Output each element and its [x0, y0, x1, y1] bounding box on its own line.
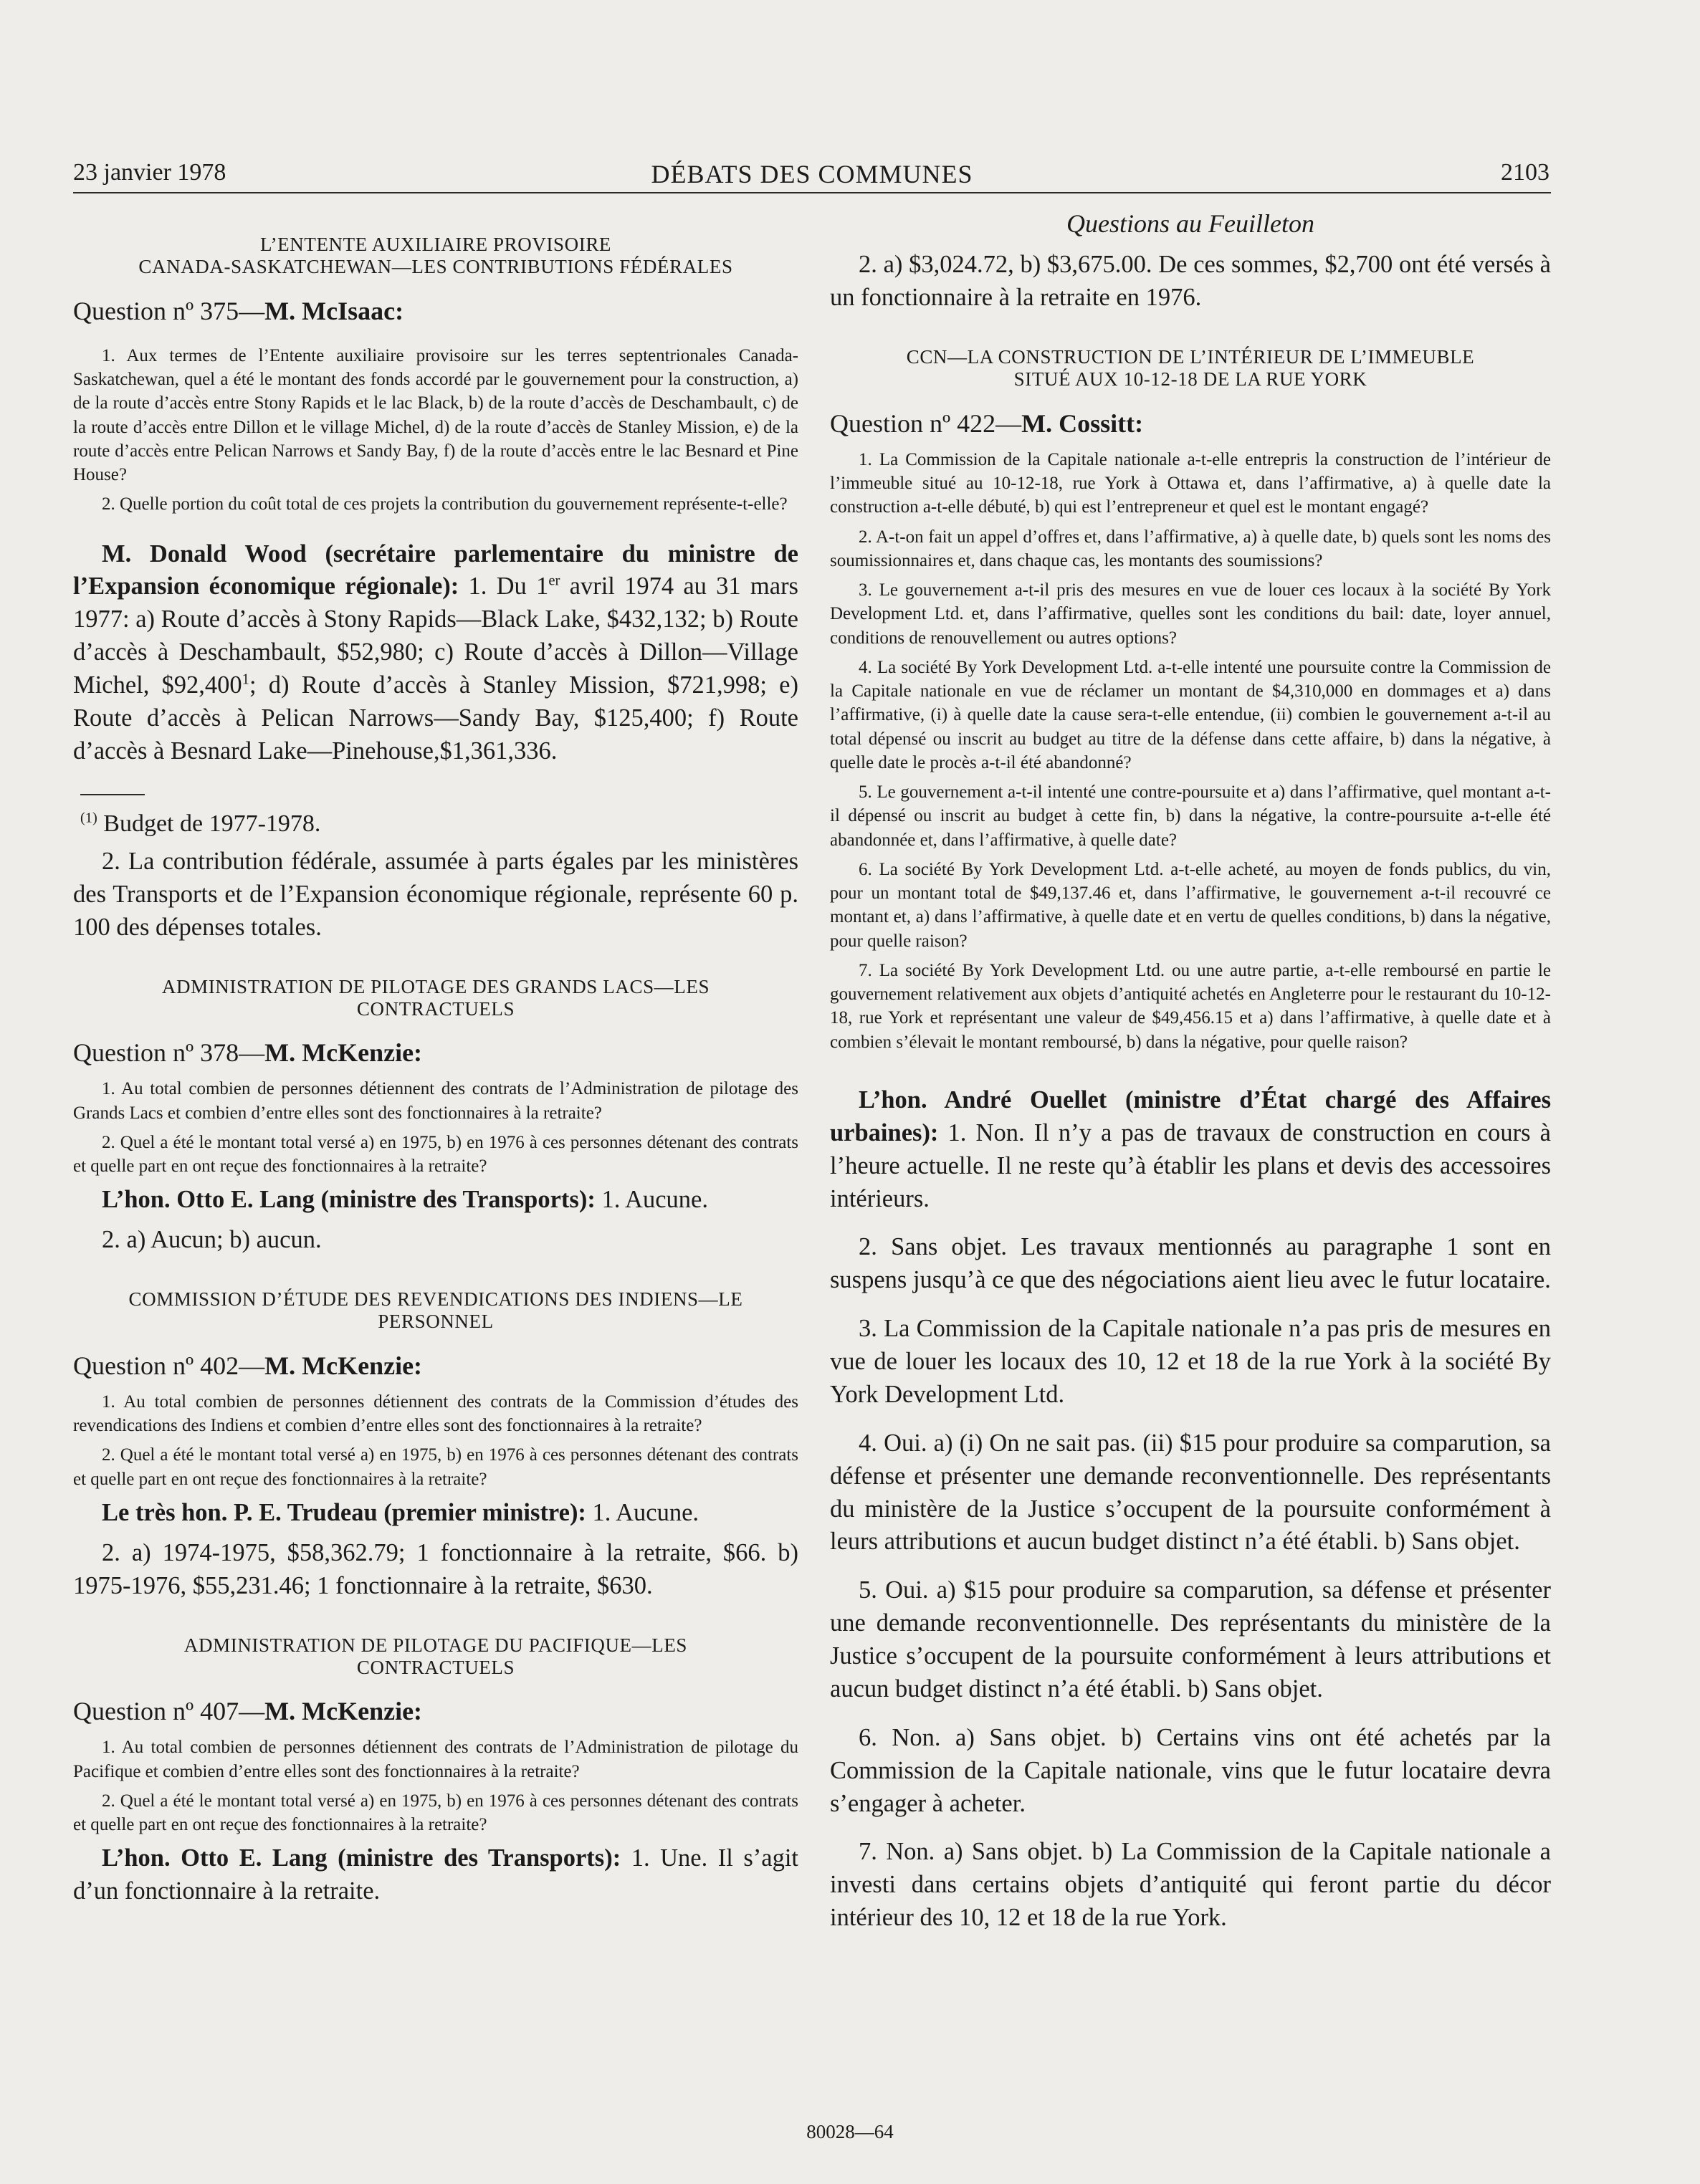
answer-speaker: L’hon. Otto E. Lang (ministre des Transports): [102, 1186, 596, 1214]
question-member: M. McKenzie: [264, 1038, 423, 1068]
answer-speaker: L’hon. André Ouellet (ministre d’État chargé des Affaires urbaines): [830, 1086, 1551, 1146]
answer-speaker: L’hon. Otto E. Lang (ministre des Transports): [102, 1844, 621, 1872]
header-title: DÉBATS DES COMMUNES [651, 160, 973, 188]
answer-text: 1. Du 1 [459, 573, 549, 600]
heading-line: COMMISSION D’ÉTUDE DES REVENDICATIONS DES INDIENS—LE [128, 1288, 743, 1311]
answer-speaker: M. Donald Wood (secrétaire parlementaire du ministre de l’Expansion économique régionale): [73, 540, 798, 600]
answer-422-part-4: 4. Oui. a) (i) On ne sait pas. (ii) $15 pour produire sa comparution, sa défense et présenter une demande reconventionnelle. Des représentants du ministère de la Justice s’occupent de la poursuite conformément à leurs attributions et aucun budget distinct n’a été établi. b) Sans objet. [830, 1429, 1551, 1556]
answer-378-part-2: 2. a) Aucun; b) aucun. [102, 1226, 322, 1254]
answer-speaker: Le très hon. P. E. Trudeau (premier ministre): [102, 1498, 586, 1526]
question-422-part-1: 1. La Commission de la Capitale nationale a-t-elle entrepris la construction de l’intérieur de l’immeuble situé au 10-12-18, rue York à Ottawa et, dans l’affirmative, a) à quelle date la construction a-t-elle débuté, b) qui est l’entrepreneur et quel est le montant engagé? [830, 449, 1551, 517]
question-422-title [830, 408, 1551, 439]
question-407-title [73, 1696, 798, 1727]
section-heading-375 [73, 234, 798, 279]
section-heading-402 [73, 1288, 798, 1333]
footnote [80, 808, 798, 840]
question-422-part-4: 4. La société By York Development Ltd. a-t-elle intenté une poursuite contre la Commission de la Capitale nationale en vue de réclamer un montant de $4,310,000 en dommages et a) dans l’affirmative, (i) à quelle date la cause sera-t-elle entendue, (ii) combien le gouvernement a-t-il au total dépensé ou inscrit au budget au titre de la défense dans cette affaire, b) dans la négative, à quelle date le procès a-t-il été abandonné? [830, 657, 1551, 772]
question-402-title [73, 1351, 798, 1381]
answer-402-part-2: 2. a) 1974-1975, $58,362.79; 1 fonctionnaire à la retraite, $66. b) 1975-1976, $55,231.46; 1 fonctionnaire à la retraite, $630. [73, 1538, 798, 1599]
answer-375-part-2: 2. La contribution fédérale, assumée à parts égales par les ministères des Transports et de l’Expansion économique régionale, représente 60 p. 100 des dépenses totales. [73, 847, 798, 941]
answer-422 [830, 1084, 1551, 1216]
page-header [73, 156, 1551, 193]
running-subhead: Questions au Feuilleton [1066, 209, 1314, 238]
answer-text: 1. Une. Il s’agit d’un fonctionnaire à la retraite. [73, 1844, 798, 1905]
question-number: Question nº 407— [73, 1697, 265, 1726]
question-402-part-2: 2. Quel a été le montant total versé a) en 1975, b) en 1976 à ces personnes détenant des contrats et quelle part en ont reçue des fonctionnaires à la retraite? [73, 1445, 798, 1489]
answer-text: ; d) Route d’accès à Stanley Mission, $721,998; e) Route d’accès à Pelican Narrows—Sandy Bay, $125,400; f) Route d’accès à Besnard Lake—Pinehouse,$1,361,336. [73, 671, 798, 765]
question-375-part-1: 1. Aux termes de l’Entente auxiliaire provisoire sur les terres septentrionales Canada-Saskatchewan, quel a été le montant des fonds accordé par le gouvernement pour la construction, a) de la route d’accès entre Stony Rapids et le lac Black, b) de la route d’accès de Deschambault, c) de la route d’accès entre Dillon et le village Michel, d) de la route d’accès de Stanley Mission, e) de la route d’accès entre Pelican Narrows et Sandy Bay, f) de la route d’accès entre le lac Besnard et Pine House? [73, 345, 798, 485]
section-heading-378 [73, 976, 798, 1021]
question-375-title [73, 296, 798, 327]
question-378-title [73, 1038, 798, 1068]
question-number: Question nº 378— [73, 1038, 265, 1068]
answer-text: 1. Aucune. [595, 1186, 708, 1214]
header-page-number: 2103 [1501, 159, 1549, 186]
question-member: M. McKenzie: [264, 1697, 423, 1726]
answer-422-part-7: 7. Non. a) Sans objet. b) La Commission de la Capitale nationale a investi dans certains objets d’antiquité qui feront partie du décor intérieur des 10, 12 et 18 de la rue York. [830, 1838, 1551, 1932]
answer-text: 1. Non. Il n’y a pas de travaux de construction en cours à l’heure actuelle. Il ne reste qu’à établir les plans et devis des accessoires intérieurs. [830, 1119, 1551, 1212]
heading-line: L’ENTENTE AUXILIAIRE PROVISOIRE [259, 234, 612, 255]
ordinal-superscript: er [548, 573, 560, 589]
question-407-part-1: 1. Au total combien de personnes détiennent des contrats de l’Administration de pilotage du Pacifique et combien d’entre elles sont des fonctionnaires à la retraite? [73, 1738, 798, 1781]
answer-378 [73, 1184, 798, 1217]
question-378-part-2: 2. Quel a été le montant total versé a) en 1975, b) en 1976 à ces personnes détenant des contrats et quelle part en ont reçue des fonctionnaires à la retraite? [73, 1132, 798, 1177]
left-column [73, 209, 798, 1915]
carried-answer: 2. a) $3,024.72, b) $3,675.00. De ces sommes, $2,700 ont été versés à un fonctionnaire à la retraite en 1976. [830, 251, 1551, 312]
heading-line: CONTRACTUELS [356, 1656, 515, 1678]
answer-375 [73, 538, 798, 768]
heading-line: CONTRACTUELS [356, 997, 515, 1020]
footnote-text: Budget de 1977-1978. [97, 810, 321, 837]
answer-422-part-3: 3. La Commission de la Capitale nationale n’a pas pris de mesures en vue de louer les locaux des 10, 12 et 18 de la rue York à la société By York Development Ltd. [830, 1315, 1551, 1408]
footnote-rule [80, 794, 145, 795]
question-407-part-2: 2. Quel a été le montant total versé a) en 1975, b) en 1976 à ces personnes détenant des contrats et quelle part en ont reçue des fonctionnaires à la retraite? [73, 1791, 798, 1835]
question-member: M. Cossitt: [1021, 408, 1144, 438]
question-member: M. McIsaac: [264, 296, 404, 325]
section-heading-407 [73, 1634, 798, 1680]
answer-text: 1. Aucune. [586, 1498, 699, 1526]
heading-line: CCN—LA CONSTRUCTION DE L’INTÉRIEUR DE L’IMMEUBLE [906, 346, 1475, 368]
question-422-part-3: 3. Le gouvernement a-t-il pris des mesures en vue de louer ces locaux à la société By York Development Ltd. et, dans l’affirmative, quelles sont les conditions du bail: date, loyer annuel, conditions de renouvellement ou autres options? [830, 580, 1551, 648]
answer-422-part-2: 2. Sans objet. Les travaux mentionnés au paragraphe 1 sont en suspens jusqu’à ce que des négociations aient lieu avec le futur locataire. [830, 1233, 1551, 1294]
right-column [830, 209, 1551, 1942]
question-number: Question nº 402— [73, 1351, 265, 1380]
heading-line: SITUÉ AUX 10-12-18 DE LA RUE YORK [1013, 368, 1367, 391]
question-375-part-2: 2. Quelle portion du coût total de ces projets la contribution du gouvernement représente-t-elle? [102, 494, 788, 514]
question-number: Question nº 422— [830, 408, 1022, 438]
question-422-part-2: 2. A-t-on fait un appel d’offres et, dans l’affirmative, a) à quelle date, b) quels sont les noms des soumissionnaires et, dans chaque cas, les montants des soumissions? [830, 527, 1551, 570]
answer-422-part-5: 5. Oui. a) $15 pour produire sa comparution, sa défense et présenter une demande reconventionnelle. Des représentants du ministère de la Justice s’occupent de la poursuite conformément à leurs attributions et aucun budget distinct n’a été établi. b) Sans objet. [830, 1576, 1551, 1702]
question-422-part-6: 6. La société By York Development Ltd. a-t-elle acheté, au moyen de fonds publics, du vin, pour un montant total de $49,137.46 et, dans l’affirmative, le gouvernement a-t-il recouvré ce montant et, a) dans l’affirmative, à quelle date et en vertu de quelles conditions, b) dans la négative, pour quelle raison? [830, 859, 1551, 951]
question-422-part-5: 5. Le gouvernement a-t-il intenté une contre-poursuite et a) dans l’affirmative, quel montant a-t-il dépensé ou inscrit au budget à cette fin, b) dans la négative, la contre-poursuite a-t-elle été abandonnée et, dans l’affirmative, à quelle date? [830, 782, 1551, 850]
question-member: M. McKenzie: [264, 1351, 423, 1380]
section-heading-422 [830, 346, 1551, 391]
question-378-part-1: 1. Au total combien de personnes détiennent des contrats de l’Administration de pilotage des Grands Lacs et combien d’entre elles sont des fonctionnaires à la retraite? [73, 1079, 798, 1123]
footnote-mark: (1) [80, 810, 97, 826]
heading-line: ADMINISTRATION DE PILOTAGE DU PACIFIQUE—LES [183, 1634, 688, 1656]
answer-402 [73, 1497, 798, 1530]
footnote-ref: 1 [242, 671, 249, 688]
question-422-part-7: 7. La société By York Development Ltd. ou une autre partie, a-t-elle remboursé en partie le gouvernement relativement aux objets d’antiquité achetés en Angleterre pour le restaurant du 10-12-18, rue York et représentant une valeur de $49,456.15 et a) dans l’affirmative, à quelle date et à combien s’élevait le montant remboursé, b) dans la négative, pour quelle raison? [830, 960, 1551, 1052]
header-date: 23 janvier 1978 [73, 159, 226, 186]
heading-line: ADMINISTRATION DE PILOTAGE DES GRANDS LACS—LES [161, 975, 710, 997]
page-footer-code: 80028—64 [806, 2121, 894, 2142]
answer-text: avril 1974 au 31 mars 1977: a) Route d’accès à Stony Rapids—Black Lake, $432,132; b) Route d’accès à Deschambault, $52,980; c) Route d’accès à Dillon—Village Michel, $92,400 [73, 573, 798, 699]
heading-line: CANADA-SASKATCHEWAN—LES CONTRIBUTIONS FÉDÉRALES [138, 256, 733, 278]
answer-422-part-6: 6. Non. a) Sans objet. b) Certains vins ont été achetés par la Commission de la Capitale nationale, vins que le futur locataire devra s’engager à acheter. [830, 1723, 1551, 1817]
question-402-part-1: 1. Au total combien de personnes détiennent des contrats de la Commission d’études des revendications des Indiens et combien d’entre elles sont des fonctionnaires à la retraite? [73, 1392, 798, 1436]
heading-line: PERSONNEL [378, 1311, 494, 1333]
answer-407 [73, 1842, 798, 1908]
question-number: Question nº 375— [73, 296, 265, 325]
